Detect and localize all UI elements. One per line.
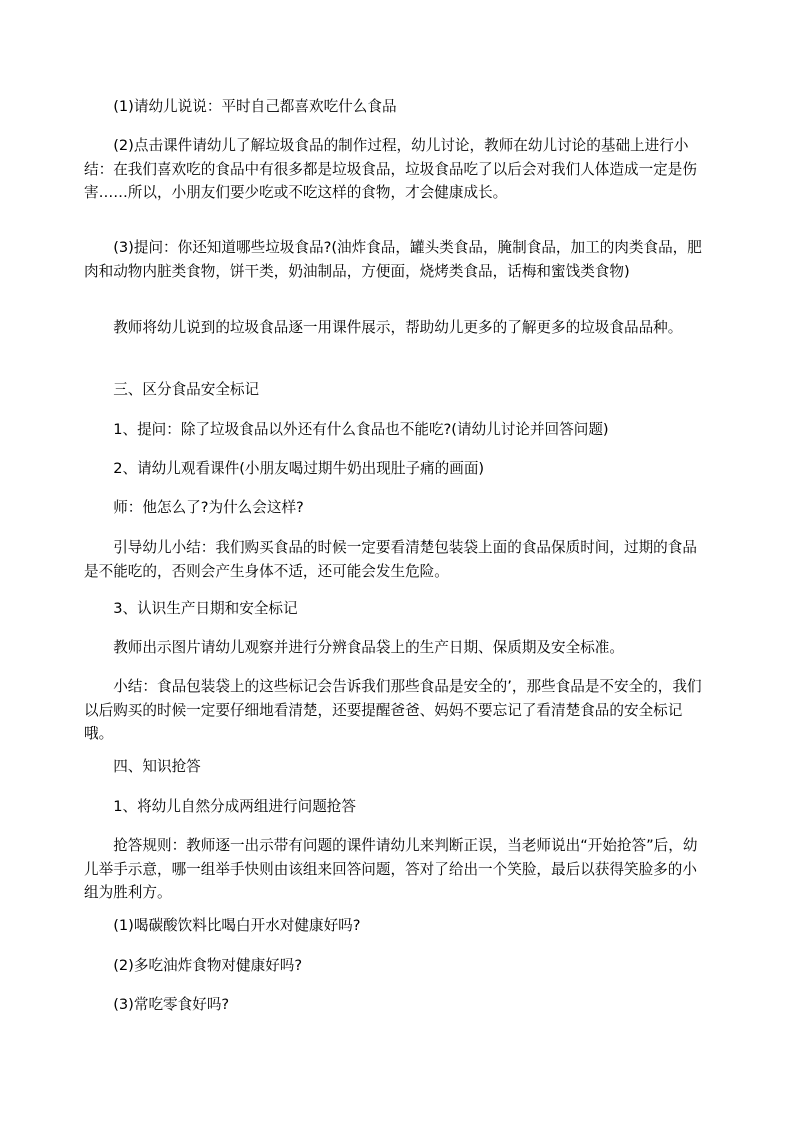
paragraph-question-1: (1)请幼儿说说：平时自己都喜欢吃什么食品 — [113, 98, 397, 115]
section-heading-3: 三、区分食品安全标记 — [113, 381, 260, 398]
paragraph-teacher-display: 教师将幼儿说到的垃圾食品逐一用课件展示，帮助幼儿更多的了解更多的垃圾食品品种。 — [113, 319, 683, 336]
paragraph-step-3: 3、认识生产日期和安全标记 — [113, 600, 298, 617]
paragraph-quiz-rules: 抢答规则：教师逐一出示带有问题的课件请幼儿来判断正误，当老师说出“开始抢答”后，幼儿举手示意，哪一组举手快则由该组来回答问题，答对了给出一个笑脸，最后以获得笑脸多的小组为胜利方。 — [84, 837, 698, 901]
paragraph-quiz-question-3: (3)常吃零食好吗? — [113, 996, 230, 1013]
section-heading-4: 四、知识抢答 — [113, 758, 201, 775]
paragraph-step-1: 1、提问：除了垃圾食品以外还有什么食品也不能吃?(请幼儿讨论并回答问题) — [113, 421, 609, 438]
paragraph-step-2: 2、请幼儿观看课件(小朋友喝过期牛奶出现肚子痛的画面) — [113, 460, 485, 477]
paragraph-summary: 小结：食品包装袋上的这些标记会告诉我们那些食品是安全的’，那些食品是不安全的，我们以后购买的时候一定要仔细地看清楚，还要提醒爸爸、妈妈不要忘记了看清楚食品的安全标记哦。 — [84, 678, 702, 742]
paragraph-guide-summary: 引导幼儿小结：我们购买食品的时候一定要看清楚包装袋上面的食品保质时间，过期的食品是不能吃的，否则会产生身体不适，还可能会发生危险。 — [84, 539, 697, 580]
paragraph-quiz-question-2: (2)多吃油炸食物对健康好吗? — [113, 957, 303, 974]
paragraph-teacher-pictures: 教师出示图片请幼儿观察并进行分辨食品袋上的生产日期、保质期及安全标准。 — [113, 639, 624, 656]
paragraph-teacher-question: 师：他怎么了?为什么会这样? — [113, 499, 304, 516]
paragraph-question-3: (3)提问：你还知道哪些垃圾食品?(油炸食品，罐头类食品，腌制食品，加工的肉类食品，肥肉和动物内脏类食物，饼干类，奶油制品，方便面，烧烤类食品，话梅和蜜饯类食物) — [84, 239, 702, 280]
paragraph-question-2: (2)点击课件请幼儿了解垃圾食品的制作过程，幼儿讨论，教师在幼儿讨论的基础上进行小结：在我们喜欢吃的食品中有很多都是垃圾食品，垃圾食品吃了以后会对我们人体造成一定是伤害……所以，小朋友们要少吃或不吃这样的食物，才会健康成长。 — [84, 137, 697, 201]
paragraph-quiz-step-1: 1、将幼儿自然分成两组进行问题抢答 — [113, 798, 356, 815]
paragraph-quiz-question-1: (1)喝碳酸饮料比喝白开水对健康好吗? — [113, 917, 361, 934]
